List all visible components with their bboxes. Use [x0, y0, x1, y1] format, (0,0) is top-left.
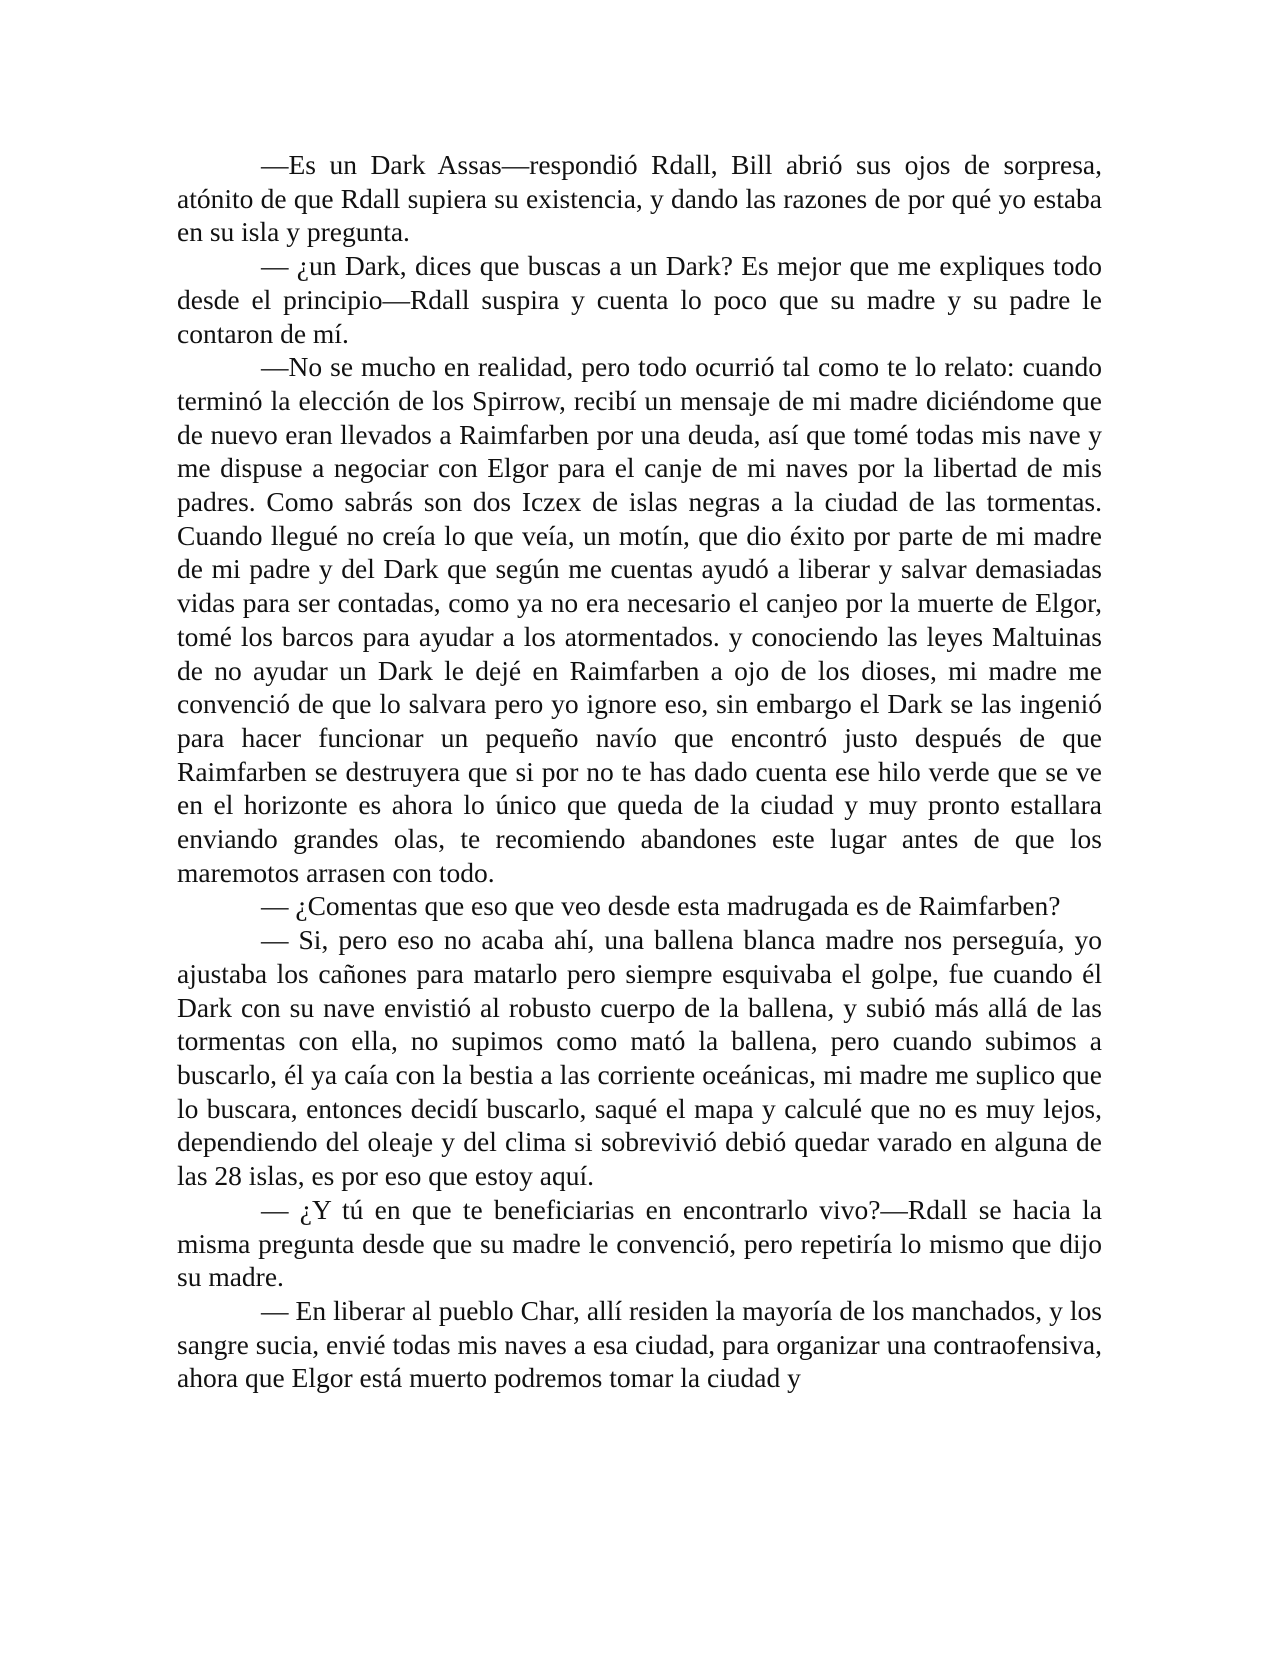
paragraph-3: —No se mucho en realidad, pero todo ocurrió tal como te lo relato: cuando terminó la elección de los Spirrow, recibí un mensaje de mi madre diciéndome que de nuevo eran llevados a Raimfarben por una deuda, así que tomé todas mis nave y me dispuse a negociar con Elgor para el canje de mi naves por la libertad de mis padres. Como sabrás son dos Iczex de islas negras a la ciudad de las tormentas. Cuando llegué no creía lo que veía, un motín, que dio éxito por parte de mi madre de mi padre y del Dark que según me cuentas ayudó a liberar y salvar demasiadas vidas para ser contadas, como ya no era necesario el canjeo por la muerte de Elgor, tomé los barcos para ayudar a los atormentados. y conociendo las leyes Maltuinas de no ayudar un Dark le dejé en Raimfarben a ojo de los dioses, mi madre me convenció de que lo salvara pero yo ignore eso, sin embargo el Dark se las ingenió para hacer funcionar un pequeño navío que encontró justo después de que Raimfarben se destruyera que si por no te has dado cuenta ese hilo verde que se ve en el horizonte es ahora lo único que queda de la ciudad y muy pronto estallara enviando grandes olas, te recomiendo abandones este lugar antes de que los maremotos arrasen con todo.	[177, 351, 1102, 888]
paragraph-2: — ¿un Dark, dices que buscas a un Dark? Es mejor que me expliques todo desde el principio—Rdall suspira y cuenta lo poco que su madre y su padre le contaron de mí.	[177, 250, 1102, 349]
paragraph-5: — Si, pero eso no acaba ahí, una ballena blanca madre nos perseguía, yo ajustaba los cañones para matarlo pero siempre esquivaba el golpe, fue cuando él Dark con su nave envistió al robusto cuerpo de la ballena, y subió más allá de las tormentas con ella, no supimos como mató la ballena, pero cuando subimos a buscarlo, él ya caía con la bestia a las corriente oceánicas, mi madre me suplico que lo buscara, entonces decidí buscarlo, saqué el mapa y calculé que no es muy lejos, dependiendo del oleaje y del clima si sobrevivió debió quedar varado en alguna de las 28 islas, es por eso que estoy aquí.	[177, 924, 1102, 1192]
paragraph-6: — ¿Y tú en que te beneficiarias en encontrarlo vivo?—Rdall se hacia la misma pregunta desde que su madre le convenció, pero repetiría lo mismo que dijo su madre.	[177, 1193, 1102, 1293]
body-text	[177, 148, 1102, 1395]
paragraph-4: — ¿Comentas que eso que veo desde esta madrugada es de Raimfarben?	[261, 890, 1061, 922]
paragraph-7: — En liberar al pueblo Char, allí residen la mayoría de los manchados, y los sangre sucia, envié todas mis naves a esa ciudad, para organizar una contraofensiva, ahora que Elgor está muerto podremos tomar la ciudad y	[177, 1294, 1102, 1394]
paragraph-1: —Es un Dark Assas—respondió Rdall, Bill abrió sus ojos de sorpresa, atónito de que Rdall supiera su existencia, y dando las razones de por qué yo estaba en su isla y pregunta.	[177, 149, 1102, 248]
